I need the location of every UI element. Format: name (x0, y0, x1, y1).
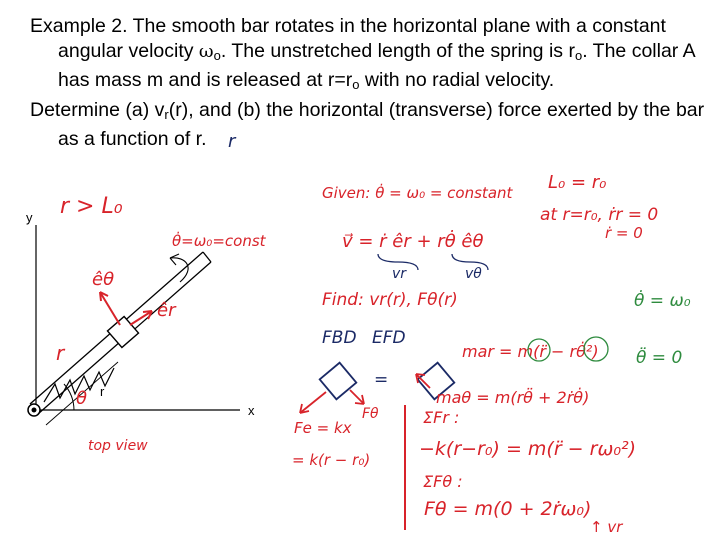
theta-label: θ (76, 388, 88, 409)
fbd-efd-equals: = (374, 370, 389, 390)
vr-subscript: r (164, 106, 169, 122)
vr-brace-label: vr (392, 266, 407, 282)
y-axis-label: y (26, 210, 33, 225)
omega-symbol: ω (198, 40, 214, 62)
fbd-label: FBD (322, 328, 357, 348)
sum-fr-label: ΣFr : (423, 408, 460, 427)
top-view-label: top view (88, 438, 148, 454)
radial-equation: −k(r−r₀) = m(r̈ − rω₀²) (419, 438, 637, 460)
r-label: r (100, 384, 105, 399)
r-subscript: o (574, 47, 583, 63)
sum-ftheta-label: ΣFθ : (423, 472, 463, 491)
initial-condition: at r=r₀, ṙr = 0 (540, 205, 659, 225)
axes (36, 225, 240, 410)
efd-label: EFD (372, 328, 406, 348)
transverse-equation: Fθ = m(0 + 2ṙω₀) (424, 498, 592, 520)
find-note: Find: vr(r), Fθ(r) (322, 290, 458, 310)
problem-text: with no radial velocity. (359, 69, 555, 91)
r-on-bar: r (56, 341, 65, 365)
thetaddot-zero: θ̈ = 0 (636, 348, 683, 368)
problem-text: Determine (a) v (30, 98, 165, 121)
collar-A (107, 316, 138, 347)
fe-kx: Fe = kx (294, 419, 352, 437)
r-greater-lo: r > L₀ (60, 194, 123, 219)
velocity-equation: v⃗ = ṙ êr + rθ̇ êθ (342, 231, 484, 252)
fbd-block (320, 363, 357, 400)
omega-constant-note: θ̇=ω₀=const (172, 232, 266, 250)
ma-r-equation: mar = m(r̈ − rθ̇²) (462, 342, 599, 361)
f-theta-force-label: Fθ (362, 406, 379, 422)
given-note: Given: θ̇ = ω₀ = constant (322, 184, 513, 202)
omega-subscript: o (213, 47, 221, 63)
problem-text: . The collar A has mass m and is released at r=r (58, 39, 695, 91)
r-handwritten-above: r (228, 131, 236, 152)
problem-text: . The unstretched length of the spring is r (220, 39, 575, 62)
pivot-center (32, 408, 37, 413)
ma-theta-equation: maθ = m(rθ̈ + 2ṙθ̇) (436, 388, 590, 407)
r-subscript: o (352, 77, 360, 92)
x-axis-label: x (248, 403, 255, 418)
rotation-arrowhead (170, 254, 179, 265)
thetadot-omega: θ̇ = ω₀ (634, 291, 691, 311)
vtheta-brace-label: vθ (465, 266, 482, 282)
e-theta-label: êθ (92, 269, 115, 290)
vr-arrow-note: ↑ vr (590, 518, 623, 536)
rdot-zero: ṙ = 0 (605, 224, 643, 242)
fe-expansion: = k(r − r₀) (292, 451, 371, 469)
problem-text: (r), and (b) the horizontal (transverse) force exerted by the bar as a function of r. (58, 98, 705, 150)
lo-equals-ro: L₀ = r₀ (548, 172, 607, 193)
problem-text: Example 2. The smooth bar rotates in the horizontal plane with a constant angular velocity (30, 15, 666, 62)
e-r-label: êr (157, 300, 176, 321)
